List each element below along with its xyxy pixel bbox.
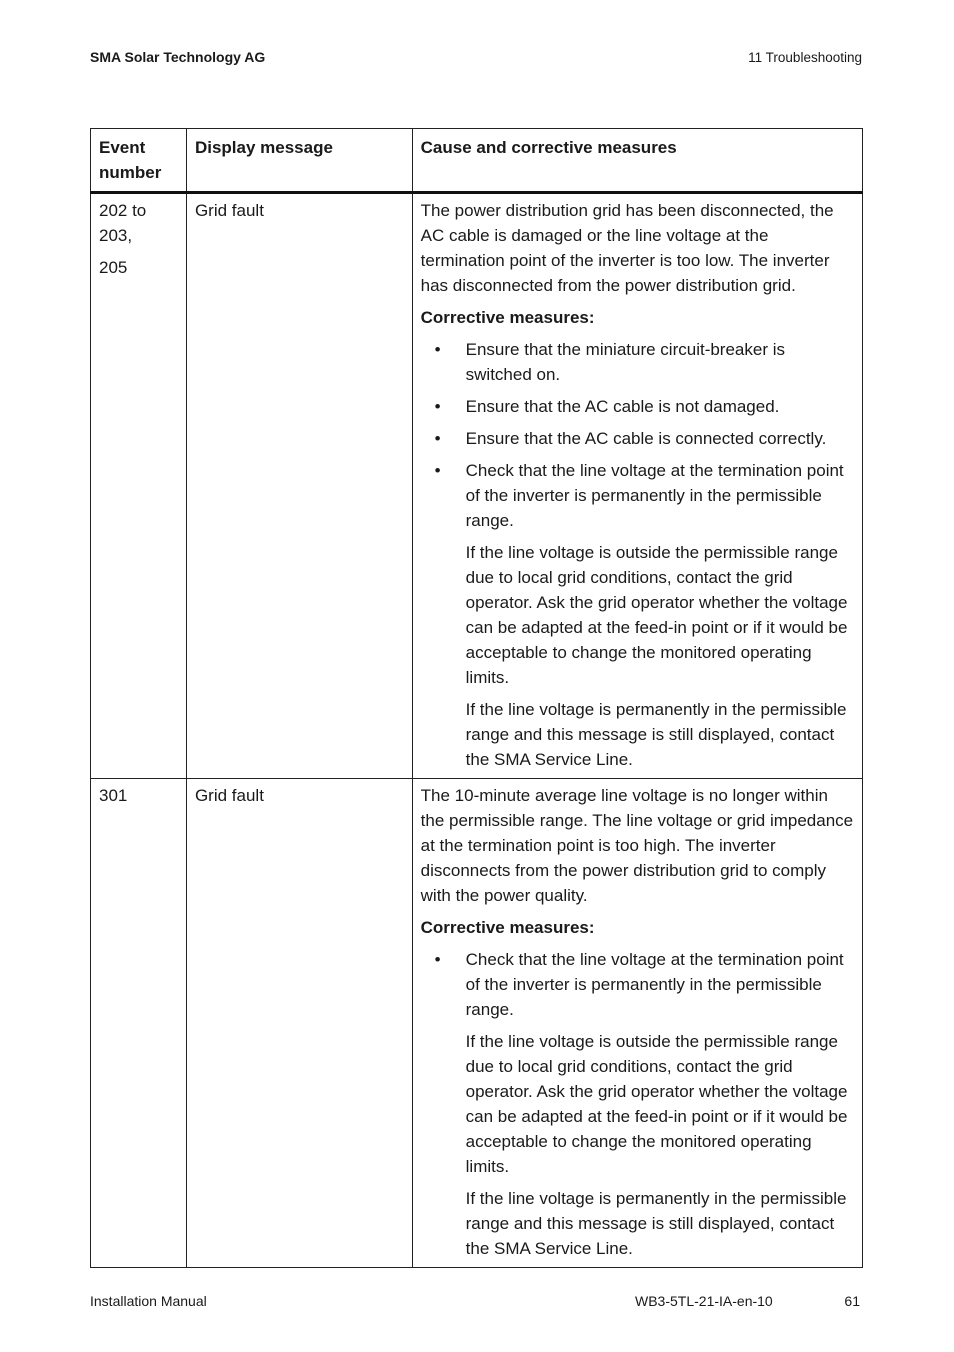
footer-page-number: 61 [844,1293,860,1309]
event-number-line: 301 [99,786,128,805]
table-row [91,193,863,779]
bullet-icon: • [434,397,441,416]
column-header-display-message: Display message [186,129,412,193]
measures-list [421,337,854,533]
corrective-measures-heading: Corrective measures: [420,918,595,937]
bullet-icon: • [434,429,441,448]
footer-manual-title: Installation Manual [90,1293,207,1309]
table-header-row [91,129,863,193]
cause-text: The power distribution grid has been disconnected, the AC cable is damaged or the line voltage at the termination point of the inverter is too low. The inverter has disconnected from the power distribution grid. [420,201,834,295]
bullet-icon: • [434,340,441,359]
cause-cell [412,779,862,1268]
list-item: • Ensure that the AC cable is connected correctly. [421,426,854,451]
table-row [91,779,863,1268]
column-header-cause: Cause and corrective measures [412,129,862,193]
event-number-line: 205 [99,258,128,277]
list-item: • Check that the line voltage at the termination point of the inverter is permanently in the permissible range. [421,458,854,533]
bullet-icon: • [434,461,441,480]
measure-note: If the line voltage is outside the permissible range due to local grid conditions, contact the grid operator. Ask the grid operator whether the voltage can be adapted at the feed-in point or if it would be acceptable to change the monitored operating limits. [465,543,848,687]
measure-note: If the line voltage is outside the permissible range due to local grid conditions, contact the grid operator. Ask the grid operator whether the voltage can be adapted at the feed-in point or if it would be acceptable to change the monitored operating limits. [465,1032,848,1176]
list-item: • Check that the line voltage at the termination point of the inverter is permanently in the permissible range. [421,947,854,1022]
measure-note: If the line voltage is permanently in the permissible range and this message is still displayed, contact the SMA Service Line. [465,700,847,769]
measures-list [421,947,854,1022]
header-company: SMA Solar Technology AG [90,49,266,65]
list-item: • Ensure that the AC cable is not damaged. [421,394,854,419]
event-table [90,128,863,1268]
event-number-cell [91,779,187,1268]
cause-text: The 10-minute average line voltage is no longer within the permissible range. The line voltage or grid impedance at the termination point is too high. The inverter disconnects from the power distribution grid to comply with the power quality. [420,786,854,905]
bullet-icon: • [434,950,441,969]
cause-cell [412,193,862,779]
header-section: 11 Troubleshooting [748,50,862,65]
display-message-cell: Grid fault [186,193,412,779]
footer-document-id: WB3-5TL-21-IA-en-10 [635,1293,773,1309]
event-number-line: 202 to 203, [99,201,147,245]
event-number-cell [91,193,187,779]
list-item: • Ensure that the miniature circuit-breaker is switched on. [421,337,854,387]
display-message-cell: Grid fault [186,779,412,1268]
measure-note: If the line voltage is permanently in the permissible range and this message is still displayed, contact the SMA Service Line. [465,1189,847,1258]
column-header-event-number: Event number [91,129,187,193]
corrective-measures-heading: Corrective measures: [420,308,595,327]
